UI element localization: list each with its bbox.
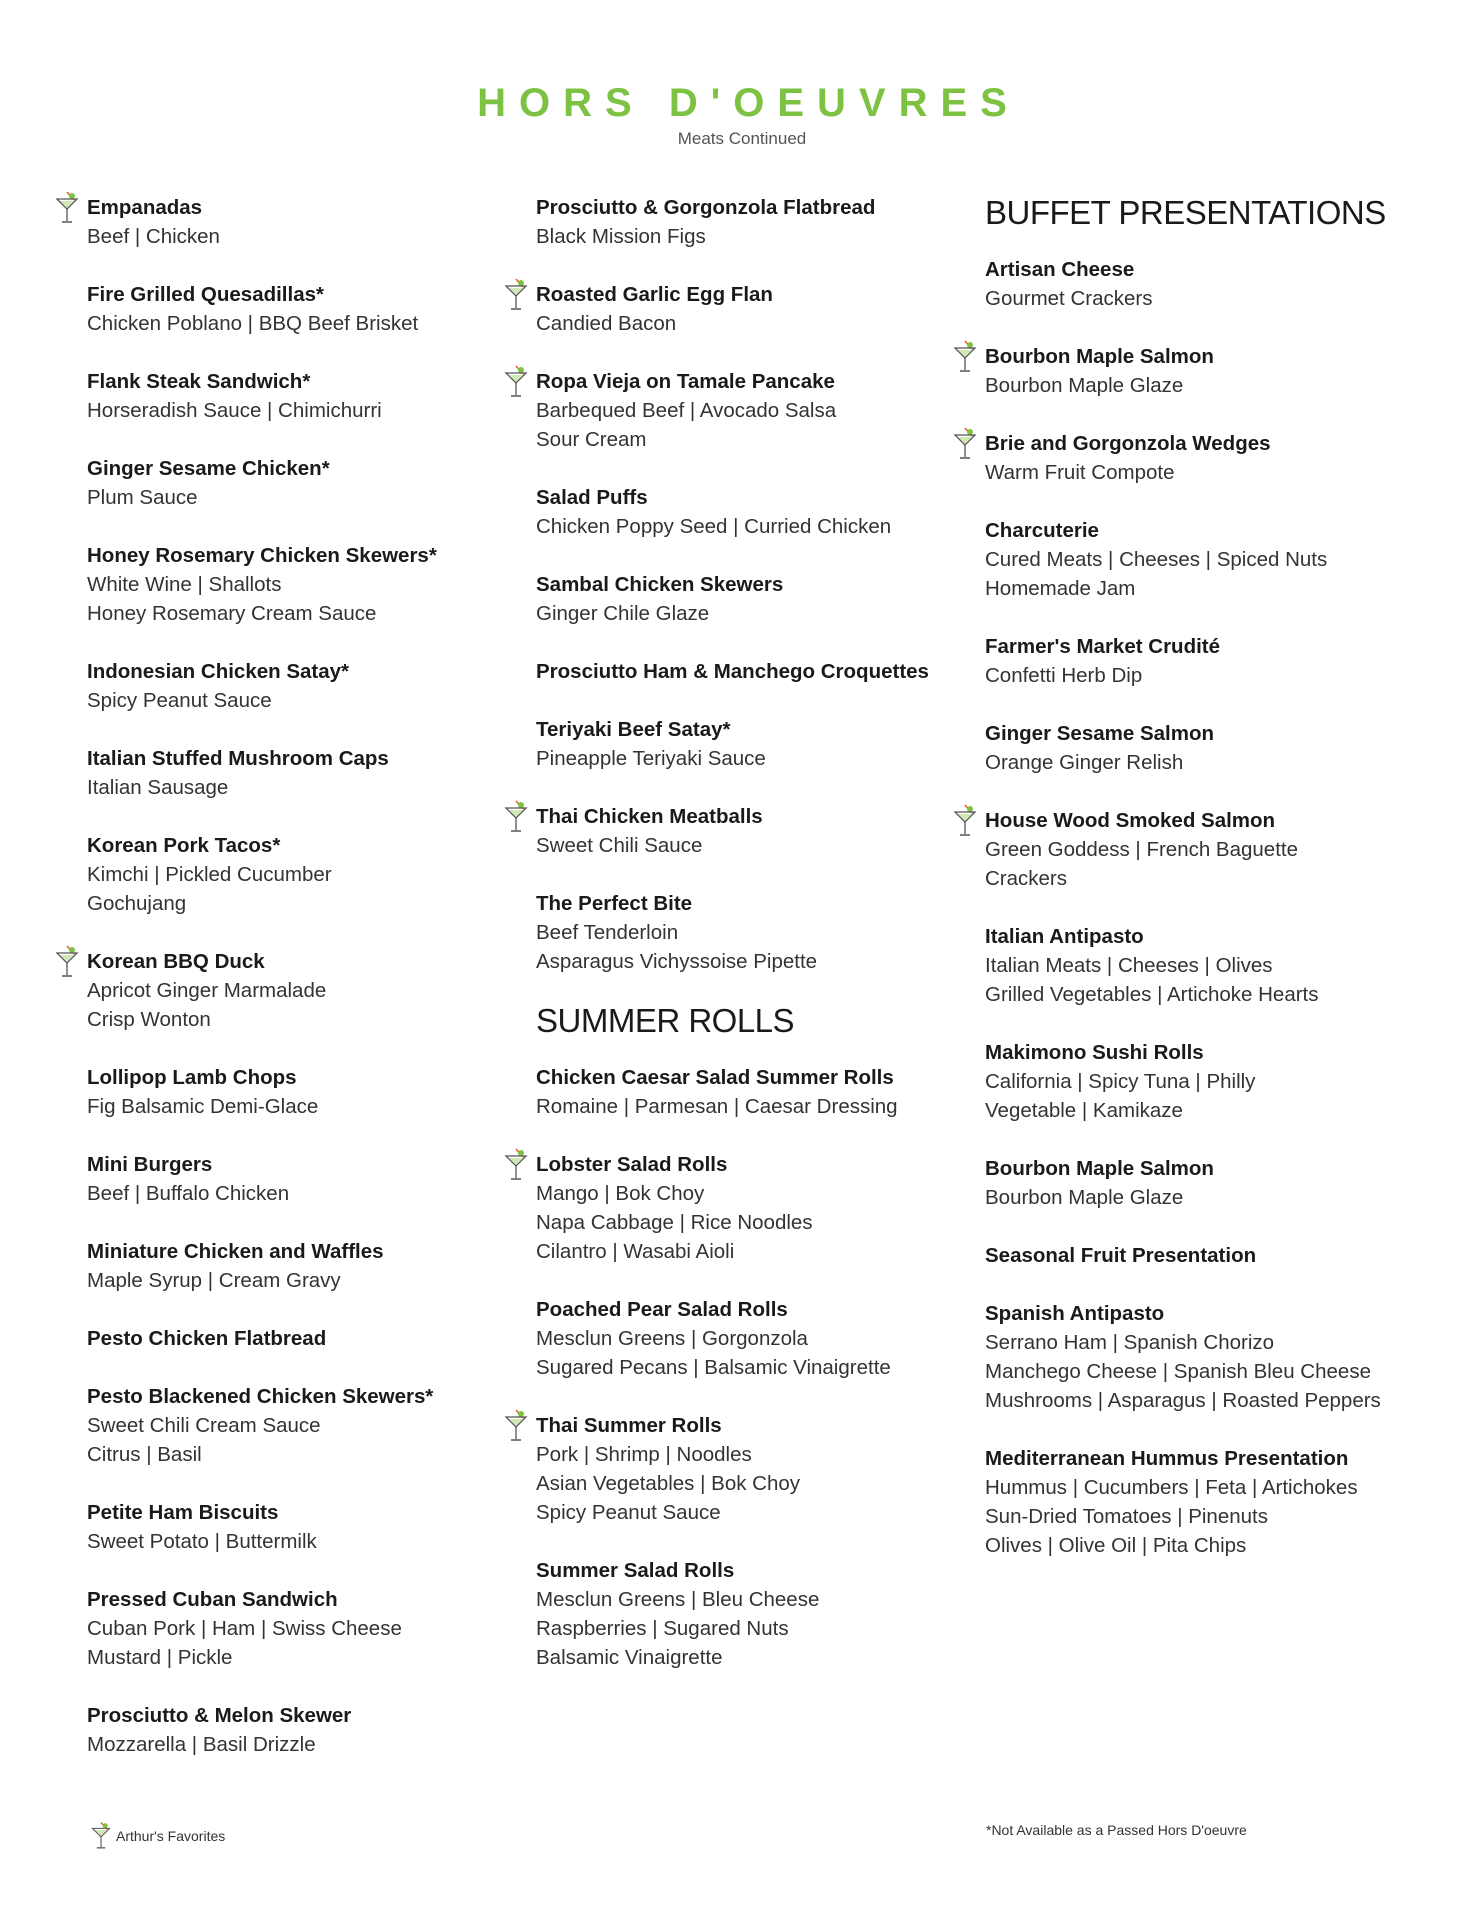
menu-item-detail: Bourbon Maple Glaze <box>985 1186 1184 1209</box>
menu-item-name: Korean BBQ Duck <box>87 950 265 973</box>
menu-item-ropa-vieja-on-tamale-pancake <box>536 367 976 454</box>
menu-item-name: Farmer's Market Crudité <box>985 635 1221 658</box>
page-header <box>0 80 1484 150</box>
menu-item-detail: Vegetable | Kamikaze <box>985 1099 1183 1122</box>
menu-item-pressed-cuban-sandwich <box>87 1585 527 1672</box>
menu-item-miniature-chicken-and-waffles <box>87 1237 527 1295</box>
menu-item-name: Ropa Vieja on Tamale Pancake <box>536 370 835 393</box>
menu-item-detail: Citrus | Basil <box>87 1443 202 1466</box>
menu-item-flank-steak-sandwich <box>87 367 527 425</box>
menu-item-name: Seasonal Fruit Presentation <box>985 1244 1257 1267</box>
menu-item-name: Spanish Antipasto <box>985 1302 1165 1325</box>
menu-item-detail: Plum Sauce <box>87 486 198 509</box>
menu-item-detail: Italian Sausage <box>87 776 229 799</box>
menu-item-detail: White Wine | Shallots <box>87 573 282 596</box>
menu-item-name: Flank Steak Sandwich* <box>87 370 311 393</box>
menu-item-name: Makimono Sushi Rolls <box>985 1041 1204 1064</box>
menu-item-name: Lollipop Lamb Chops <box>87 1066 297 1089</box>
menu-item-name: House Wood Smoked Salmon <box>985 809 1276 832</box>
menu-item-detail: Spicy Peanut Sauce <box>87 689 272 712</box>
menu-item-detail: Orange Ginger Relish <box>985 751 1184 774</box>
menu-item-name: Summer Salad Rolls <box>536 1559 735 1582</box>
menu-item-name: Lobster Salad Rolls <box>536 1153 728 1176</box>
menu-item-detail: Black Mission Figs <box>536 225 706 248</box>
menu-item-detail: Crackers <box>985 867 1068 890</box>
menu-item-detail: Warm Fruit Compote <box>985 461 1175 484</box>
menu-item-detail: Candied Bacon <box>536 312 677 335</box>
menu-item-detail: Mesclun Greens | Gorgonzola <box>536 1327 808 1350</box>
menu-item-name: Teriyaki Beef Satay* <box>536 718 731 741</box>
menu-item-detail: Pineapple Teriyaki Sauce <box>536 747 766 770</box>
menu-item-detail: Sugared Pecans | Balsamic Vinaigrette <box>536 1356 891 1379</box>
menu-item-prosciutto-melon-skewer <box>87 1701 527 1759</box>
menu-item-name: Mini Burgers <box>87 1153 213 1176</box>
menu-item-detail: Cilantro | Wasabi Aioli <box>536 1240 735 1263</box>
menu-item-detail: Fig Balsamic Demi-Glace <box>87 1095 319 1118</box>
menu-item-detail: Romaine | Parmesan | Caesar Dressing <box>536 1095 898 1118</box>
menu-item-sambal-chicken-skewers <box>536 570 976 628</box>
menu-item-korean-pork-tacos <box>87 831 527 918</box>
menu-item-name: The Perfect Bite <box>536 892 693 915</box>
summer-rolls-items <box>536 1063 976 1672</box>
menu-item-name: Roasted Garlic Egg Flan <box>536 283 773 306</box>
menu-item-makimono-sushi-rolls <box>985 1038 1425 1125</box>
menu-item-name: Italian Stuffed Mushroom Caps <box>87 747 389 770</box>
favorites-legend <box>90 1820 225 1852</box>
menu-item-spanish-antipasto <box>985 1299 1425 1415</box>
menu-item-detail: Mozzarella | Basil Drizzle <box>87 1733 316 1756</box>
menu-item-detail: Sweet Chili Sauce <box>536 834 703 857</box>
menu-item-italian-stuffed-mushroom-caps <box>87 744 527 802</box>
menu-item-poached-pear-salad-rolls <box>536 1295 976 1382</box>
martini-icon <box>503 364 529 400</box>
menu-item-summer-salad-rolls <box>536 1556 976 1672</box>
menu-item-detail: Balsamic Vinaigrette <box>536 1646 723 1669</box>
menu-item-detail: Gourmet Crackers <box>985 287 1153 310</box>
menu-item-detail: Confetti Herb Dip <box>985 664 1143 687</box>
menu-item-name: Sambal Chicken Skewers <box>536 573 784 596</box>
menu-item-detail: Sweet Chili Cream Sauce <box>87 1414 321 1437</box>
menu-column-2 <box>536 193 976 1701</box>
menu-item-teriyaki-beef-satay <box>536 715 976 773</box>
menu-item-detail: Napa Cabbage | Rice Noodles <box>536 1211 813 1234</box>
menu-item-detail: Hummus | Cucumbers | Feta | Artichokes <box>985 1476 1358 1499</box>
menu-item-detail: Olives | Olive Oil | Pita Chips <box>985 1534 1247 1557</box>
menu-item-detail: Beef | Chicken <box>87 225 220 248</box>
menu-item-detail: Manchego Cheese | Spanish Bleu Cheese <box>985 1360 1371 1383</box>
menu-item-prosciutto-ham-manchego-croquettes <box>536 657 976 686</box>
summer-rolls-heading: SUMMER ROLLS <box>536 1002 795 1039</box>
menu-item-detail: Gochujang <box>87 892 187 915</box>
availability-note: *Not Available as a Passed Hors D'oeuvre <box>986 1822 1247 1838</box>
menu-item-name: Indonesian Chicken Satay* <box>87 660 350 683</box>
page-title: HORS D'OEUVRES <box>477 81 1020 125</box>
menu-item-ginger-sesame-chicken <box>87 454 527 512</box>
menu-item-name: Poached Pear Salad Rolls <box>536 1298 788 1321</box>
menu-item-detail: Ginger Chile Glaze <box>536 602 710 625</box>
menu-item-salad-puffs <box>536 483 976 541</box>
menu-item-detail: Asparagus Vichyssoise Pipette <box>536 950 818 973</box>
menu-item-mini-burgers <box>87 1150 527 1208</box>
menu-item-korean-bbq-duck <box>87 947 527 1034</box>
menu-item-artisan-cheese <box>985 255 1425 313</box>
buffet-presentations-heading: BUFFET PRESENTATIONS <box>985 194 1386 231</box>
menu-item-detail: Chicken Poppy Seed | Curried Chicken <box>536 515 892 538</box>
menu-item-name: Bourbon Maple Salmon <box>985 345 1214 368</box>
menu-item-empanadas <box>87 193 527 251</box>
menu-item-thai-summer-rolls <box>536 1411 976 1527</box>
martini-icon <box>503 1408 529 1444</box>
menu-item-name: Empanadas <box>87 196 203 219</box>
menu-item-name: Italian Antipasto <box>985 925 1144 948</box>
menu-item-detail: Serrano Ham | Spanish Chorizo <box>985 1331 1275 1354</box>
menu-item-pesto-blackened-chicken-skewers <box>87 1382 527 1469</box>
menu-item-name: Honey Rosemary Chicken Skewers* <box>87 544 437 567</box>
buffet-items <box>985 255 1425 1560</box>
menu-item-brie-and-gorgonzola-wedges <box>985 429 1425 487</box>
menu-item-name: Artisan Cheese <box>985 258 1135 281</box>
menu-item-farmer-s-market-crudit <box>985 632 1425 690</box>
martini-icon <box>503 1147 529 1183</box>
menu-item-name: Charcuterie <box>985 519 1099 542</box>
column-2-items <box>536 193 976 976</box>
martini-icon <box>952 339 978 375</box>
menu-item-detail: Mango | Bok Choy <box>536 1182 705 1205</box>
menu-item-detail: Honey Rosemary Cream Sauce <box>87 602 377 625</box>
menu-item-name: Bourbon Maple Salmon <box>985 1157 1214 1180</box>
menu-item-honey-rosemary-chicken-skewers <box>87 541 527 628</box>
menu-item-lobster-salad-rolls <box>536 1150 976 1266</box>
menu-item-detail: Grilled Vegetables | Artichoke Hearts <box>985 983 1319 1006</box>
menu-item-detail: Green Goddess | French Baguette <box>985 838 1299 861</box>
menu-item-name: Ginger Sesame Chicken* <box>87 457 330 480</box>
menu-item-mediterranean-hummus-presentation <box>985 1444 1425 1560</box>
favorites-legend-label: Arthur's Favorites <box>116 1828 226 1844</box>
menu-item-detail: Beef Tenderloin <box>536 921 679 944</box>
menu-column-1 <box>87 193 527 1788</box>
menu-item-name: Prosciutto & Melon Skewer <box>87 1704 352 1727</box>
menu-item-name: Prosciutto & Gorgonzola Flatbread <box>536 196 876 219</box>
menu-item-name: Ginger Sesame Salmon <box>985 722 1215 745</box>
menu-item-name: Salad Puffs <box>536 486 648 509</box>
menu-item-name: Prosciutto Ham & Manchego Croquettes <box>536 660 929 683</box>
menu-column-3 <box>985 193 1425 1589</box>
menu-item-detail: Crisp Wonton <box>87 1008 211 1031</box>
menu-item-bourbon-maple-salmon <box>985 1154 1425 1212</box>
menu-item-detail: Mesclun Greens | Bleu Cheese <box>536 1588 820 1611</box>
menu-item-house-wood-smoked-salmon <box>985 806 1425 893</box>
menu-item-detail: Kimchi | Pickled Cucumber <box>87 863 332 886</box>
menu-item-name: Chicken Caesar Salad Summer Rolls <box>536 1066 894 1089</box>
menu-item-chicken-caesar-salad-summer-rolls <box>536 1063 976 1121</box>
menu-item-name: Brie and Gorgonzola Wedges <box>985 432 1271 455</box>
martini-icon <box>54 944 80 980</box>
menu-item-detail: Apricot Ginger Marmalade <box>87 979 327 1002</box>
menu-item-detail: California | Spicy Tuna | Philly <box>985 1070 1256 1093</box>
menu-item-roasted-garlic-egg-flan <box>536 280 976 338</box>
menu-item-name: Petite Ham Biscuits <box>87 1501 279 1524</box>
menu-item-detail: Pork | Shrimp | Noodles <box>536 1443 752 1466</box>
menu-item-detail: Bourbon Maple Glaze <box>985 374 1184 397</box>
menu-item-name: Miniature Chicken and Waffles <box>87 1240 384 1263</box>
menu-item-detail: Maple Syrup | Cream Gravy <box>87 1269 341 1292</box>
menu-item-name: Thai Chicken Meatballs <box>536 805 763 828</box>
menu-item-detail: Horseradish Sauce | Chimichurri <box>87 399 382 422</box>
menu-item-detail: Beef | Buffalo Chicken <box>87 1182 290 1205</box>
menu-item-prosciutto-gorgonzola-flatbread <box>536 193 976 251</box>
menu-item-detail: Cuban Pork | Ham | Swiss Cheese <box>87 1617 402 1640</box>
menu-item-italian-antipasto <box>985 922 1425 1009</box>
menu-item-name: Pressed Cuban Sandwich <box>87 1588 338 1611</box>
menu-item-petite-ham-biscuits <box>87 1498 527 1556</box>
menu-item-name: Mediterranean Hummus Presentation <box>985 1447 1349 1470</box>
menu-item-indonesian-chicken-satay <box>87 657 527 715</box>
menu-item-bourbon-maple-salmon <box>985 342 1425 400</box>
menu-item-thai-chicken-meatballs <box>536 802 976 860</box>
menu-item-detail: Sun-Dried Tomatoes | Pinenuts <box>985 1505 1268 1528</box>
page-subtitle: Meats Continued <box>677 129 807 148</box>
menu-item-detail: Sweet Potato | Buttermilk <box>87 1530 317 1553</box>
menu-item-detail: Homemade Jam <box>985 577 1136 600</box>
menu-item-pesto-chicken-flatbread <box>87 1324 527 1353</box>
martini-icon <box>54 190 80 226</box>
menu-item-the-perfect-bite <box>536 889 976 976</box>
martini-icon <box>503 799 529 835</box>
menu-item-name: Korean Pork Tacos* <box>87 834 281 857</box>
menu-item-name: Fire Grilled Quesadillas* <box>87 283 324 306</box>
martini-icon <box>952 426 978 462</box>
menu-item-detail: Sour Cream <box>536 428 647 451</box>
martini-icon <box>952 803 978 839</box>
martini-icon <box>503 277 529 313</box>
menu-item-detail: Italian Meats | Cheeses | Olives <box>985 954 1273 977</box>
martini-icon <box>90 1820 112 1852</box>
menu-item-fire-grilled-quesadillas <box>87 280 527 338</box>
menu-item-seasonal-fruit-presentation <box>985 1241 1425 1270</box>
menu-item-name: Thai Summer Rolls <box>536 1414 722 1437</box>
menu-item-lollipop-lamb-chops <box>87 1063 527 1121</box>
menu-item-detail: Chicken Poblano | BBQ Beef Brisket <box>87 312 419 335</box>
menu-item-name: Pesto Blackened Chicken Skewers* <box>87 1385 434 1408</box>
menu-item-detail: Mustard | Pickle <box>87 1646 233 1669</box>
menu-item-name: Pesto Chicken Flatbread <box>87 1327 327 1350</box>
menu-item-ginger-sesame-salmon <box>985 719 1425 777</box>
menu-item-detail: Raspberries | Sugared Nuts <box>536 1617 789 1640</box>
menu-item-detail: Spicy Peanut Sauce <box>536 1501 721 1524</box>
menu-item-detail: Asian Vegetables | Bok Choy <box>536 1472 801 1495</box>
menu-item-charcuterie <box>985 516 1425 603</box>
menu-item-detail: Mushrooms | Asparagus | Roasted Peppers <box>985 1389 1381 1412</box>
menu-item-detail: Cured Meats | Cheeses | Spiced Nuts <box>985 548 1328 571</box>
menu-item-detail: Barbequed Beef | Avocado Salsa <box>536 399 837 422</box>
